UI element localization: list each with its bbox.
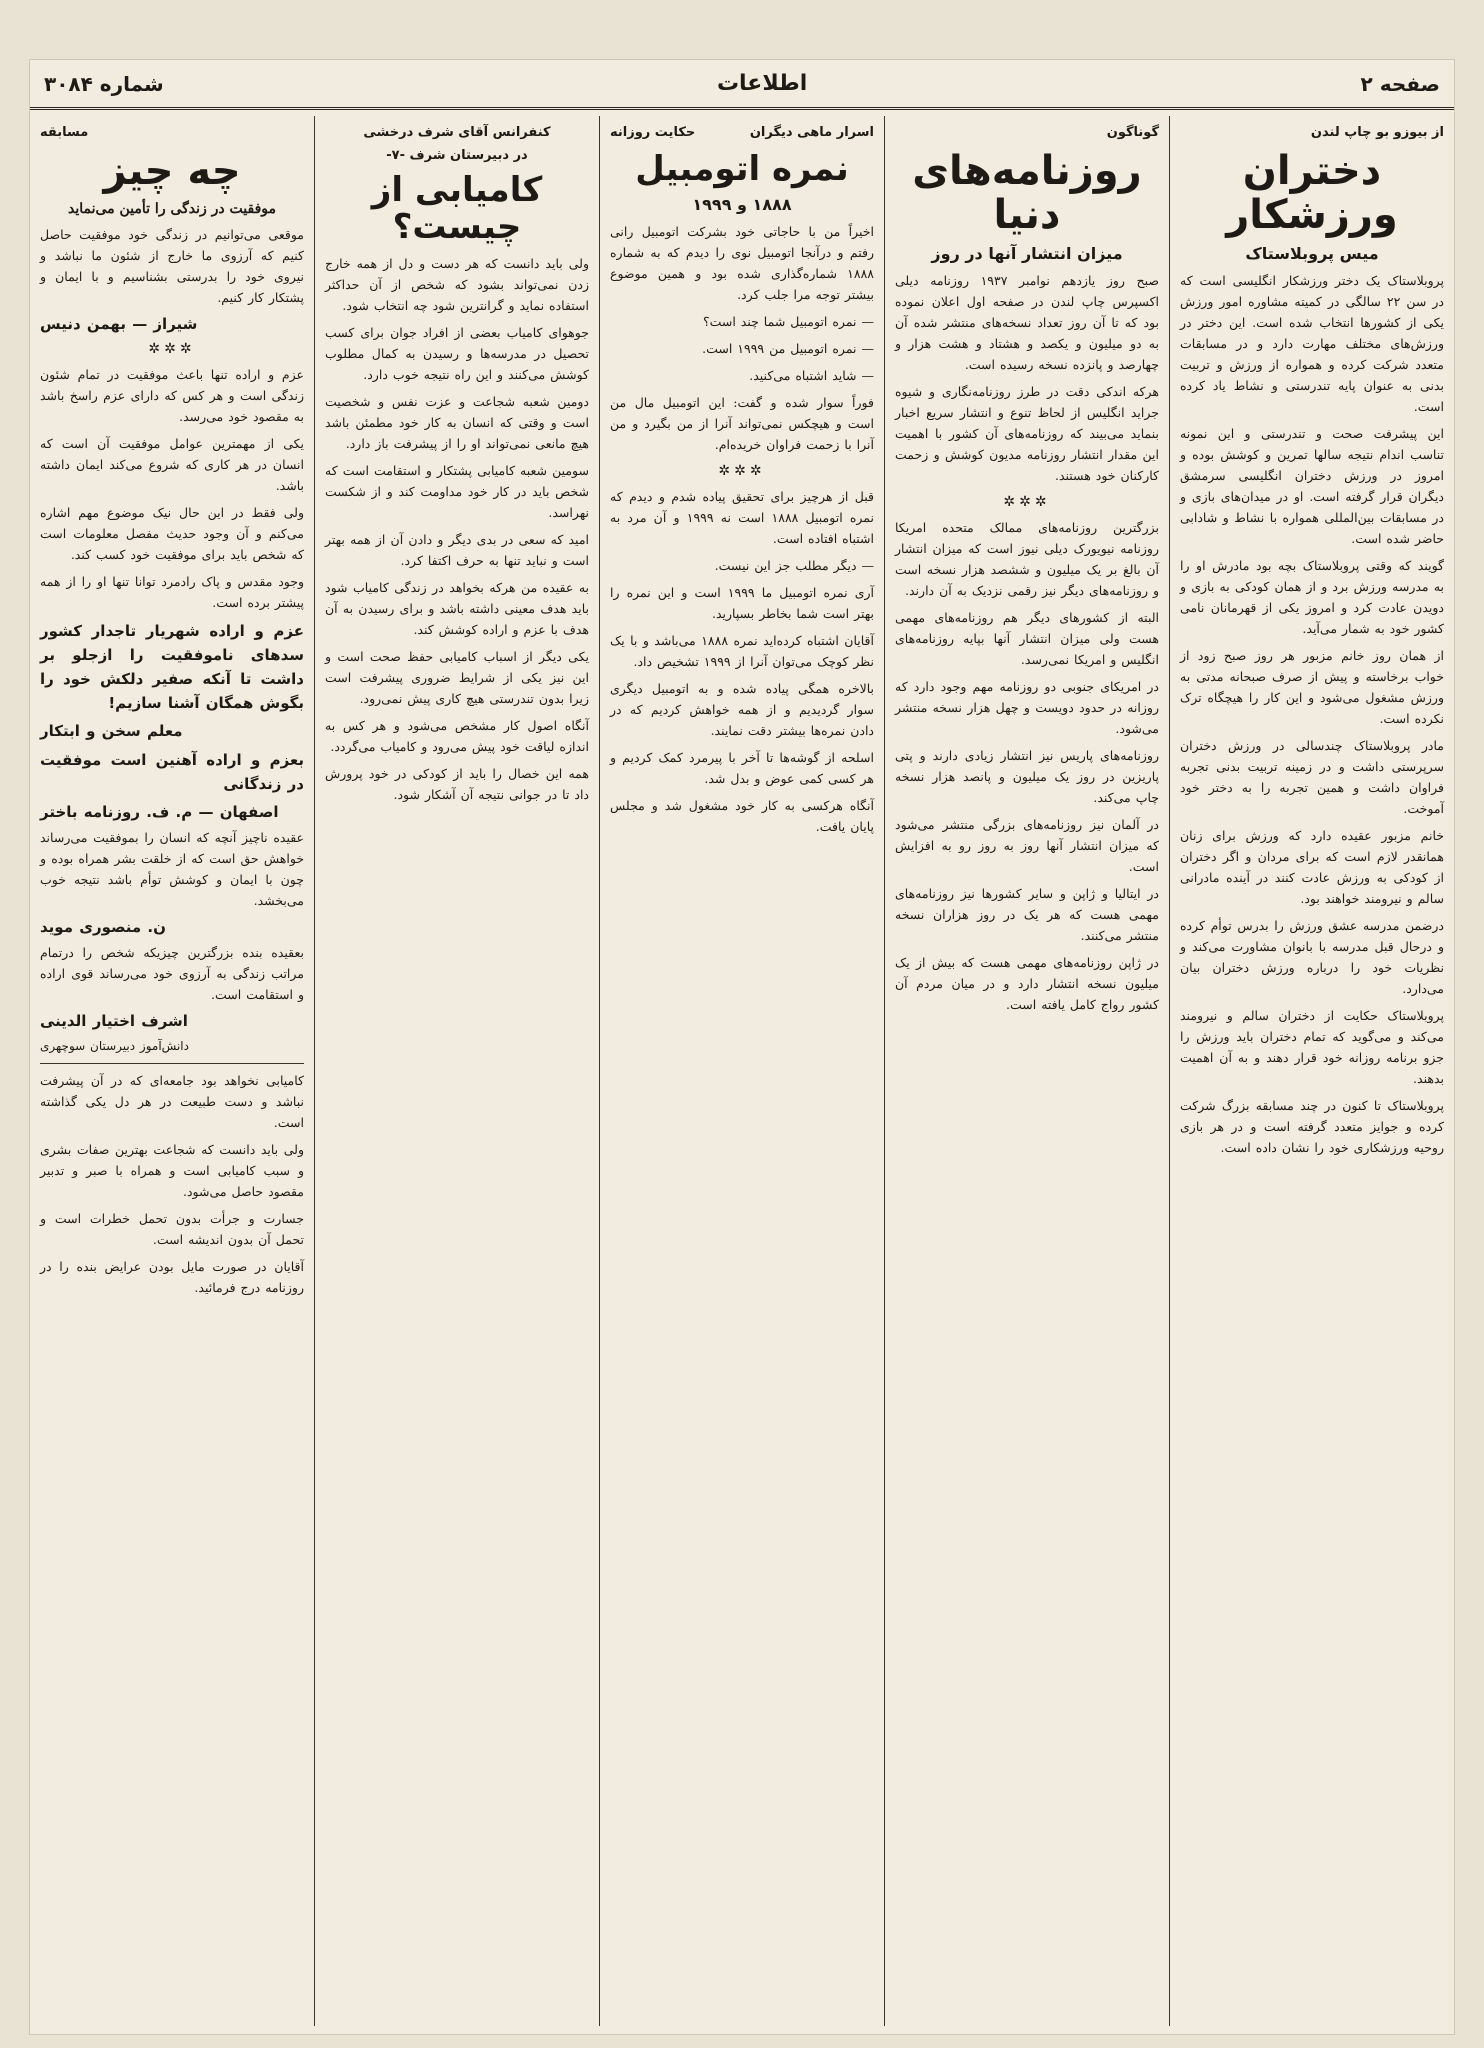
highlighted-quote: عزم و اراده شهریار تاجدار کشور سدهای ناموفقیت را ازجلو بر داشت تا آنکه صفیر دلکش خود را بگوش همگان آشنا سازیم!: [40, 622, 304, 712]
paragraph: البته از کشورهای دیگر هم روزنامه‌های مهمی هست ولی میزان انتشار آنها بپایه روزنامه‌های انگلیس و امریکا نمی‌رسد.: [895, 610, 1159, 667]
column-label: از بیوزو بو چاپ لندن: [1310, 125, 1444, 140]
paragraph: سومین شعبه کامیابی پشتکار و استقامت است که شخص باید در کار خود مداومت کند و از شکست نهراسد.: [325, 462, 589, 520]
paragraph: هرکه اندکی دقت در طرز روزنامه‌نگاری و شیوه جراید انگلیس از لحاظ تنوع و انتشار سریع اخبار بنماید می‌بیند که روزنامه‌های آن کشور با اهمیت این مقدار انتشار روزنامه مدیون کوشش و زحمت کارکنان خود هستند.: [895, 384, 1159, 483]
paragraph: — شاید اشتباه می‌کنید.: [749, 368, 874, 384]
paragraph: یکی از مهمترین عوامل موفقیت آن است که انسان در هر کاری که شروع می‌کند ایمان داشته باشد.: [40, 436, 304, 493]
paragraph: به عقیده من هرکه بخواهد در زندگی کامیاب شود باید هدف معینی داشته باشد و برای رسیدن به آن هدف با عزم و اراده کوشش کند.: [325, 579, 589, 637]
masthead: [30, 60, 1454, 110]
paragraph: عزم و اراده تنها باعث موفقیت در تمام شئون زندگی است و هر کس که دارای عزم راسخ باشد به مقصود خود می‌رسد.: [40, 367, 304, 424]
paragraph: در ژاپن روزنامه‌های مهمی هست که بیش از یک میلیون نسخه انتشار دارد و در میان مردم آن کشور رواج کامل یافته است.: [895, 955, 1159, 1012]
paragraph: فوراً سوار شده و گفت: این اتومبیل مال من است و هیچکس نمی‌تواند آنرا از من بگیرد و من آنرا با زحمت فراوان خریده‌ام.: [610, 395, 874, 453]
column-label: مسابقه: [40, 125, 89, 140]
divider: [40, 1063, 304, 1064]
paper-name: اطلاعات: [716, 71, 808, 96]
subheadline: میزان انتشار آنها در روز: [931, 244, 1123, 263]
column-women-athletes: [1169, 116, 1454, 2026]
separator-stars: ✲✲✲: [148, 341, 196, 357]
column-success-lecture: [314, 116, 599, 2026]
subheadline: ۱۸۸۸ و ۱۹۹۹: [692, 195, 792, 215]
signature: ن. منصوری موید: [40, 918, 166, 936]
paragraph: بالاخره همگی پیاده شده و به اتومبیل دیگری سوار گردیدیم و از همه خواهش کردیم که در دادن نمره‌ها بیشتر دقت نمایند.: [610, 681, 874, 739]
paragraph: درضمن مدرسه عشق ورزش را بدرس توأم کرده و درحال قبل مدرسه با بانوان مشاورت می‌کند و نظریات خود را درباره ورزش دختران بیان می‌دارد.: [1180, 918, 1444, 996]
paragraph: ولی فقط در این حال نیک موضوع مهم اشاره می‌کنم و آن وجود حدیث مفصل معلومات است که شخص باید برای موفقیت خود کسب کند.: [40, 505, 304, 562]
paragraph: آنگاه هرکسی به کار خود مشغول شد و مجلس پایان یافت.: [610, 798, 874, 835]
paragraph: — دیگر مطلب جز این نیست.: [714, 558, 874, 574]
headline: چه چیز: [103, 148, 241, 194]
signature-detail: دانش‌آموز دبیرستان سوچهری: [40, 1039, 189, 1053]
column-label-sub: در دبیرستان شرف -۷-: [386, 148, 528, 163]
paragraph: بزرگترین روزنامه‌های ممالک متحده امریکا روزنامه نیویورک دیلی نیوز است که میزان انتشار آن بالغ بر یک میلیون و ششصد هزار نسخه است و روزنامه‌های دیگر نیز رقمی نزدیک به آن دارند.: [895, 520, 1159, 598]
paragraph: پروبلاستاک یک دختر ورزشکار انگلیسی است که در سن ۲۲ سالگی در کمیته مشاوره امور ورزش یکی از کشورها انتخاب شده است. این دختر در ورزش‌های مختلف مهارت دارد و در مسابقات متعدد شرکت کرده و همواره از ورزش و تربیت بدنی به عنوان پایه تندرستی و نشاط یاد کرده است.: [1180, 273, 1444, 414]
column-car-number: [599, 116, 884, 2026]
signature: اصفهان — م. ف. روزنامه باختر: [40, 803, 279, 821]
paragraph: خانم مزبور عقیده دارد که ورزش برای زنان همانقدر لازم است که برای مردان و اگر دختران از کودکی به ورزش عادت کنند در آینده مادرانی سالم و نیرومند خواهند بود.: [1180, 828, 1444, 906]
paragraph: دومین شعبه شجاعت و عزت نفس و شخصیت است و وقتی که انسان به کار خود مطمئن باشد هیچ مانعی نمی‌تواند او را از پیشرفت باز دارد.: [325, 393, 589, 451]
column-contest: [30, 116, 314, 2026]
column-labels: [610, 122, 874, 145]
column-label: کنفرانس آقای شرف درخشی: [363, 125, 551, 140]
paragraph: جسارت و جرأت بدون تحمل خطرات است و تحمل آن بدون اندیشه است.: [40, 1211, 304, 1247]
paragraph: آقایان در صورت مایل بودن عرایض بنده را در روزنامه درج فرمائید.: [40, 1259, 304, 1295]
paragraph: در ایتالیا و ژاپن و سایر کشورها نیز روزنامه‌های مهمی هست که هر یک در روز هزاران نسخه منتشر می‌کنند.: [895, 886, 1159, 943]
article-body: [40, 224, 304, 1298]
paragraph: آقایان اشتباه کرده‌اید نمره ۱۸۸۸ می‌باشد و با یک نظر کوچک می‌توان آنرا از ۱۹۹۹ تشخیص داد.: [610, 633, 874, 670]
paragraph: جوهوای کامیاب بعضی از افراد جوان برای کسب تحصیل در مدرسه‌ها و رسیدن به کمال مطلوب کوشش می‌کنند و این راه نتیجه خوب دارد.: [325, 324, 589, 382]
signature: معلم سخن و ابتکار: [40, 722, 183, 740]
article-body: [895, 270, 1159, 1015]
separator-stars: ✲✲✲: [718, 463, 766, 480]
paragraph: آری نمره اتومبیل ما ۱۹۹۹ است و این نمره را بهتر است شما بخاطر بسپارید.: [610, 585, 874, 622]
paragraph: اسلحه از گوشه‌ها تا آخر با پیرمرد کمک کردیم و هر کسی کمی عوض و بدل شد.: [610, 750, 874, 787]
paragraph: اخیراً من با حاجاتی خود بشرکت اتومبیل رانی رفتم و درآنجا اتومبیل نوی را دیدم که به شماره ۱۸۸۸ شماره‌گذاری شده بود و همین موضوع بیشتر توجه مرا جلب کرد.: [610, 224, 874, 303]
paragraph: — نمره اتومبیل شما چند است؟: [702, 314, 874, 330]
paragraph: پروبلاستاک حکایت از دختران سالم و نیرومند می‌کند و می‌گوید که تمام دختران باید ورزش را جزو برنامه روزانه خود قرار دهند و به آن اهمیت بدهند.: [1180, 1008, 1444, 1086]
signature: شیراز — بهمن دنیس: [40, 315, 198, 333]
subheadline: میس پروبلاستاک: [1245, 244, 1379, 263]
column-label: گوناگون: [1106, 125, 1159, 140]
article-body: [325, 253, 589, 805]
paragraph: در امریکای جنوبی دو روزنامه مهم وجود دارد که روزانه در حدود دویست و چهل هزار نسخه منتشر می‌شود.: [895, 679, 1159, 736]
column-label: اسرار ماهی دیگران: [749, 125, 874, 140]
paragraph: مادر پروبلاستاک چندسالی در ورزش دختران سرپرستی داشت و در زمینه تربیت بدنی تجربه فراوان داشت و همین تجربه را به دختر خود آموخت.: [1180, 738, 1444, 816]
paragraph: پروبلاستاک تا کنون در چند مسابقه بزرگ شرکت کرده و جوایز متعدد گرفته است و در هر بازی روحیه ورزشکاری خود را نشان داده است.: [1180, 1098, 1444, 1155]
issue-number: شماره ۳۰۸۴: [44, 71, 164, 96]
paragraph: امید که سعی در بدی دیگر و دادن آن از همه بهتر است و نباید تنها به حرف اکتفا کرد.: [325, 531, 589, 568]
paragraph: همه این خصال را باید از کودکی در خود پرورش داد تا در جوانی نتیجه آن آشکار شود.: [325, 765, 589, 802]
paragraph: کامیابی نخواهد بود جامعه‌ای که در آن پیشرفت نباشد و دست طبیعت در هر دل یکی گذاشته است.: [40, 1073, 304, 1130]
subheadline: موفقیت در زندگی را تأمین می‌نماید: [67, 201, 277, 217]
paragraph: صبح روز یازدهم نوامبر ۱۹۳۷ روزنامه دیلی اکسپرس چاپ لندن در صفحه اول اعلان نموده بود که تا آن روز تعداد نسخه‌های منتشر شده آن به دو میلیون و یکصد و هشتاد و هشت هزار و چهارصد و پانزده نسخه رسیده است.: [895, 273, 1159, 372]
headline: نمره اتومبیل: [635, 149, 849, 189]
paragraph: — نمره اتومبیل من ۱۹۹۹ است.: [702, 341, 874, 357]
paragraph: عقیده ناچیز آنچه که انسان را بموفقیت می‌رساند خواهش حق است که از خلقت بشر همراه بوده و چون با ایمان و کوشش توأم باشد نتیجه خوب می‌بخشد.: [40, 830, 304, 908]
paragraph: در آلمان نیز روزنامه‌های بزرگی منتشر می‌شود که میزان انتشار آنها روز به روز رو به افزایش است.: [895, 817, 1159, 874]
page-number: صفحه ۲: [1360, 71, 1440, 96]
paragraph: بعقیده بنده بزرگترین چیزیکه شخص را درتمام مراتب زندگی به آرزوی خود می‌رساند قوی اراده و استقامت است.: [40, 945, 304, 1002]
separator-stars: ✲✲✲: [1003, 494, 1051, 510]
highlighted-line: بعزم و اراده آهنین است موفقیت در زندگانی: [40, 751, 304, 793]
column-world-newspapers: [884, 116, 1169, 2026]
paragraph: ولی باید دانست که هر دست و دل از همه خارج زدن نمی‌تواند بشود که شخص از آن حداکثر استفاده نماید و گرانترین شود چه انتخاب شود.: [325, 255, 589, 313]
article-body: [1180, 270, 1444, 1158]
paragraph: وجود مقدس و پاک رادمرد توانا تنها او را از همه پیشتر برده است.: [40, 574, 304, 610]
columns: [30, 116, 1454, 2026]
paragraph: آنگاه اصول کار مشخص می‌شود و هر کس به اندازه لیاقت خود پیش می‌رود و کامیاب می‌گردد.: [325, 717, 589, 754]
column-label-secondary: حکایت روزانه: [610, 125, 696, 140]
paragraph: ولی باید دانست که شجاعت بهترین صفات بشری و سبب کامیابی است و همراه با صبر و تدبیر مقصود حاصل می‌شود.: [40, 1142, 304, 1199]
paragraph: یکی دیگر از اسباب کامیابی حفظ صحت است و این نیز یکی از شرایط ضروری پیشرفت است زیرا بدون تندرستی هیچ کاری پیش نمی‌رود.: [325, 648, 589, 706]
paragraph: روزنامه‌های پاریس نیز انتشار زیادی دارند و پتی پاریزین در روز یک میلیون و پانصد هزار نسخه چاپ می‌کند.: [895, 748, 1159, 805]
paragraph: قبل از هرچیز برای تحقیق پیاده شدم و دیدم که نمره اتومبیل ۱۸۸۸ است نه ۱۹۹۹ و آن مرد به اشتباه افتاده است.: [610, 489, 874, 547]
paragraph: از همان روز خانم مزبور هر روز صبح زود از خواب برخاسته و پیش از صرف صبحانه مدتی به ورزش مشغول می‌شود و این کار را هیچگاه ترک نکرده است.: [1180, 648, 1444, 726]
paragraph: این پیشرفت صحت و تندرستی و این نمونه تناسب اندام نتیجه سالها تمرین و کوشش بوده و امروز در ورزش دختران انگلیسی سرمشق دیگران قرار گرفته است. او در میدان‌های بازی و در مسابقات بین‌المللی همواره با نشاط و شادابی حاضر شده است.: [1180, 426, 1444, 546]
signature: اشرف اختیار الدینی: [40, 1012, 188, 1030]
article-body: [610, 221, 874, 837]
paragraph: گویند که وقتی پروبلاستاک بچه بود مادرش او را به مدرسه ورزش برد و از همان کودکی به بازی و دویدن عادت کرد و امروز یکی از قهرمانان نامی کشور خود به شمار می‌آید.: [1180, 558, 1444, 636]
headline: دختران ورزشکار: [1226, 148, 1398, 238]
paragraph: موقعی می‌توانیم در زندگی خود موفقیت حاصل کنیم که آرزوی ما خارج از شئون ما نباشد و نیروی خود را بدرستی بشناسیم و با ایمان و پشتکار کار کنیم.: [40, 227, 304, 305]
headline: روزنامه‌های دنیا: [912, 148, 1142, 238]
headline: کامیابی از چیست؟: [371, 170, 543, 248]
newspaper-page: [30, 60, 1454, 2034]
